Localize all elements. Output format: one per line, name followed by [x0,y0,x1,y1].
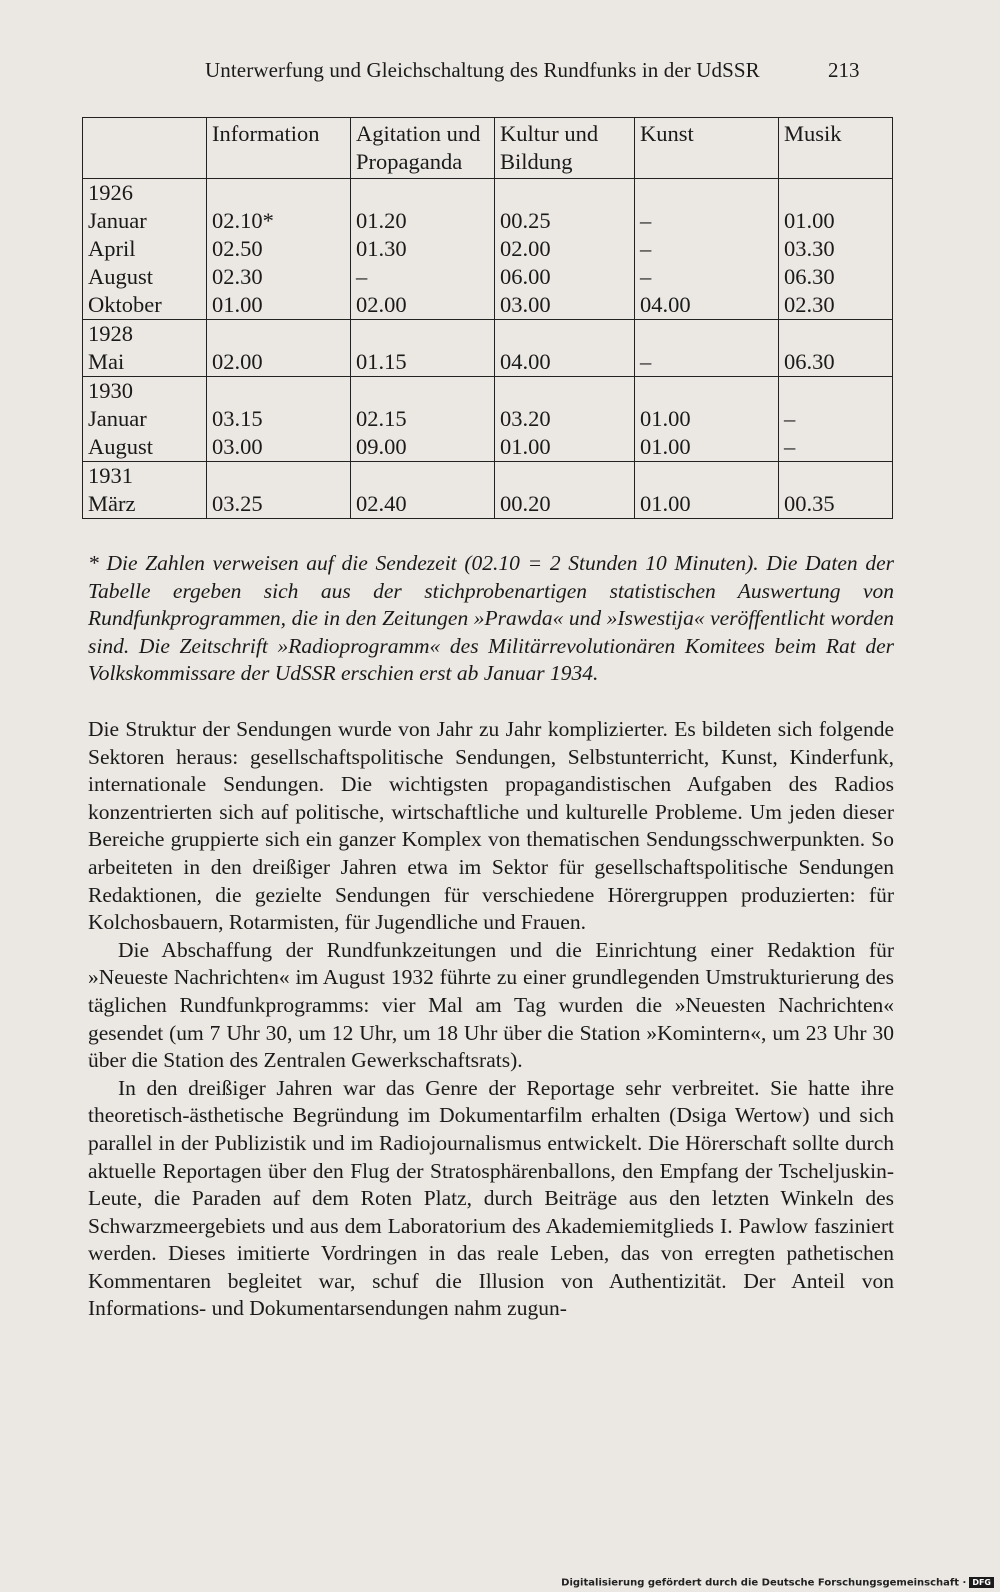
time-value: 04.00 [640,292,691,317]
column-header [779,118,893,179]
column-header-line: Information [212,121,320,146]
time-value: – [784,406,796,431]
time-value: 00.35 [784,491,835,516]
time-value: 01.00 [500,434,551,459]
month-label: Mai [88,349,125,374]
time-value: 06.30 [784,349,835,374]
table-row [83,462,893,519]
value-cell [351,377,495,462]
column-header-line: Propaganda [356,149,463,174]
time-value: – [640,236,652,261]
spacer [640,462,778,490]
spacer [500,377,634,405]
column-header-line [88,120,206,148]
running-head: Unterwerfung und Gleichschaltung des Rundfunks in der UdSSR [205,58,760,82]
spacer [784,377,892,405]
table-footnote: * Die Zahlen verweisen auf die Sendezeit (02.10 = 2 Stunden 10 Minuten). Die Daten der Tabelle ergeben sich aus der stichprobenartigen statistischen Auswertung von Rundfunkprogrammen, die in den Zeitungen »Prawda« und »Iswestija« veröffentlicht worden sind. Die Zeitschrift »Radioprogramm« des Militärrevolutionären Komitees beim Rat der Volkskommissare der UdSSR erschien erst ab Januar 1934. [88,551,894,685]
value-cell [635,377,779,462]
value-cell [779,320,893,377]
time-value: 09.00 [356,434,407,459]
value-cell [495,320,635,377]
time-value: – [640,349,652,374]
time-value: 02.30 [212,264,263,289]
value-cell [207,462,351,519]
broadcast-time-table [82,117,893,519]
spacer [784,320,892,348]
paragraph-2: Die Abschaffung der Rundfunkzeitungen und die Einrichtung einer Redaktion für »Neueste Nachrichten« im August 1932 führte zu einer grundlegenden Umstrukturierung des täglichen Rundfunkprogramms: vier Mal am Tag wurden die »Neuesten Nachrichten« gesendet (um 7 Uhr 30, um 12 Uhr, um 18 Uhr über die Station »Komintern«, um 23 Uhr 30 über die Station des Zentralen Gewerkschaftsrats). [88,937,894,1073]
time-value: – [640,208,652,233]
period-cell [83,320,207,377]
column-header-line: Agitation und [356,121,481,146]
time-value: 03.30 [784,236,835,261]
column-header [495,118,635,179]
value-cell [207,179,351,320]
year-label: 1931 [88,463,133,488]
column-header-line: Bildung [500,149,573,174]
spacer [212,320,350,348]
period-cell [83,462,207,519]
time-value: 03.00 [500,292,551,317]
time-value: 03.15 [212,406,263,431]
time-value: 06.00 [500,264,551,289]
period-cell [83,377,207,462]
month-label: Januar [88,208,147,233]
time-value: 02.40 [356,491,407,516]
time-value: 03.25 [212,491,263,516]
value-cell [635,462,779,519]
column-header [207,118,351,179]
value-cell [351,462,495,519]
value-cell [779,462,893,519]
time-value: 03.00 [212,434,263,459]
spacer [500,320,634,348]
spacer [212,462,350,490]
dfg-logo: DFG [969,1577,994,1588]
time-value: 02.00 [212,349,263,374]
time-value: 00.20 [500,491,551,516]
value-cell [635,179,779,320]
month-label: Oktober [88,292,162,317]
value-cell [635,320,779,377]
table-row [83,179,893,320]
time-value: 06.30 [784,264,835,289]
body-text [88,716,894,1323]
value-cell [495,377,635,462]
spacer [356,377,494,405]
year-label: 1930 [88,378,133,403]
time-value: 03.20 [500,406,551,431]
column-header-line: Kunst [640,121,694,146]
table-header [83,118,893,179]
time-value: 01.20 [356,208,407,233]
paragraph-1: Die Struktur der Sendungen wurde von Jahr zu Jahr komplizierter. Es bildeten sich folgende Sektoren heraus: gesellschaftspolitische Sendungen, Selbstunterricht, Kunst, Kinderfunk, internationale Sendungen. Die wichtigsten propagandistischen Aufgaben des Radios konzentrierten sich auf politische, wirtschaftliche und kulturelle Probleme. Um jeden dieser Bereiche gruppierte sich ein ganzer Komplex von thematischen Sendungsschwerpunkten. So arbeiteten in den dreißiger Jahren etwa im Sektor für gesellschaftspolitische Sendungen Redaktionen, die gezielte Sendungen für verschiedene Hörergruppen produzierten: für Kolchosbauern, Rotarmisten, für Jugendliche und Frauen. [88,717,894,935]
month-label: April [88,236,136,261]
value-cell [495,462,635,519]
time-value: 01.30 [356,236,407,261]
spacer [212,179,350,207]
time-value: 01.00 [212,292,263,317]
time-value: 01.00 [784,208,835,233]
value-cell [779,179,893,320]
time-value: – [356,264,368,289]
spacer [356,320,494,348]
year-label: 1928 [88,321,133,346]
column-header [351,118,495,179]
time-value: 01.00 [640,434,691,459]
digitization-text: Digitalisierung gefördert durch die Deutsche Forschungsgemeinschaft · [561,1577,967,1588]
month-label: März [88,491,136,516]
time-value: 02.30 [784,292,835,317]
spacer [500,179,634,207]
digitization-credit [561,1577,994,1589]
time-value: 01.00 [640,491,691,516]
time-value: 02.10* [212,208,274,233]
spacer [356,462,494,490]
spacer [784,462,892,490]
month-label: August [88,434,154,459]
column-header [635,118,779,179]
time-value: – [640,264,652,289]
time-value: 00.25 [500,208,551,233]
time-value: – [784,434,796,459]
spacer [640,377,778,405]
spacer [640,320,778,348]
time-value: 02.50 [212,236,263,261]
table-body [83,179,893,519]
month-label: Januar [88,406,147,431]
spacer [212,377,350,405]
value-cell [351,320,495,377]
spacer [500,462,634,490]
time-value: 02.00 [356,292,407,317]
column-header-line: Kultur und [500,121,599,146]
spacer [784,179,892,207]
table-row [83,377,893,462]
column-header-line: Musik [784,121,842,146]
page-number: 213 [828,58,860,82]
value-cell [207,320,351,377]
spacer [640,179,778,207]
month-label: August [88,264,154,289]
time-value: 04.00 [500,349,551,374]
time-value: 01.15 [356,349,407,374]
time-value: 02.15 [356,406,407,431]
value-cell [495,179,635,320]
value-cell [207,377,351,462]
table-row [83,320,893,377]
time-value: 01.00 [640,406,691,431]
value-cell [351,179,495,320]
year-label: 1926 [88,180,133,205]
paragraph-3: In den dreißiger Jahren war das Genre der Reportage sehr verbreitet. Sie hatte ihre theoretisch-ästhetische Begründung im Dokumentarfilm erhalten (Dsiga Wertow) und sich parallel in der Publizistik und im Radiojournalismus entwickelt. Die Hörerschaft sollte durch aktuelle Reportagen über den Flug der Stratosphärenballons, den Empfang der Tscheljuskin-Leute, die Paraden auf dem Roten Platz, durch Beiträge aus den letzten Winkeln des Schwarzmeergebiets und aus dem Laboratorium des Akademiemitglieds I. Pawlow fasziniert werden. Dieses imitierte Vordringen in das reale Leben, das von erregten pathetischen Kommentaren begleitet war, schuf die Illusion von Authentizität. Der Anteil von Informations- und Dokumentarsendungen nahm zugun- [88,1075,894,1321]
time-value: 02.00 [500,236,551,261]
spacer [356,179,494,207]
period-cell [83,179,207,320]
column-header [83,118,207,179]
value-cell [779,377,893,462]
